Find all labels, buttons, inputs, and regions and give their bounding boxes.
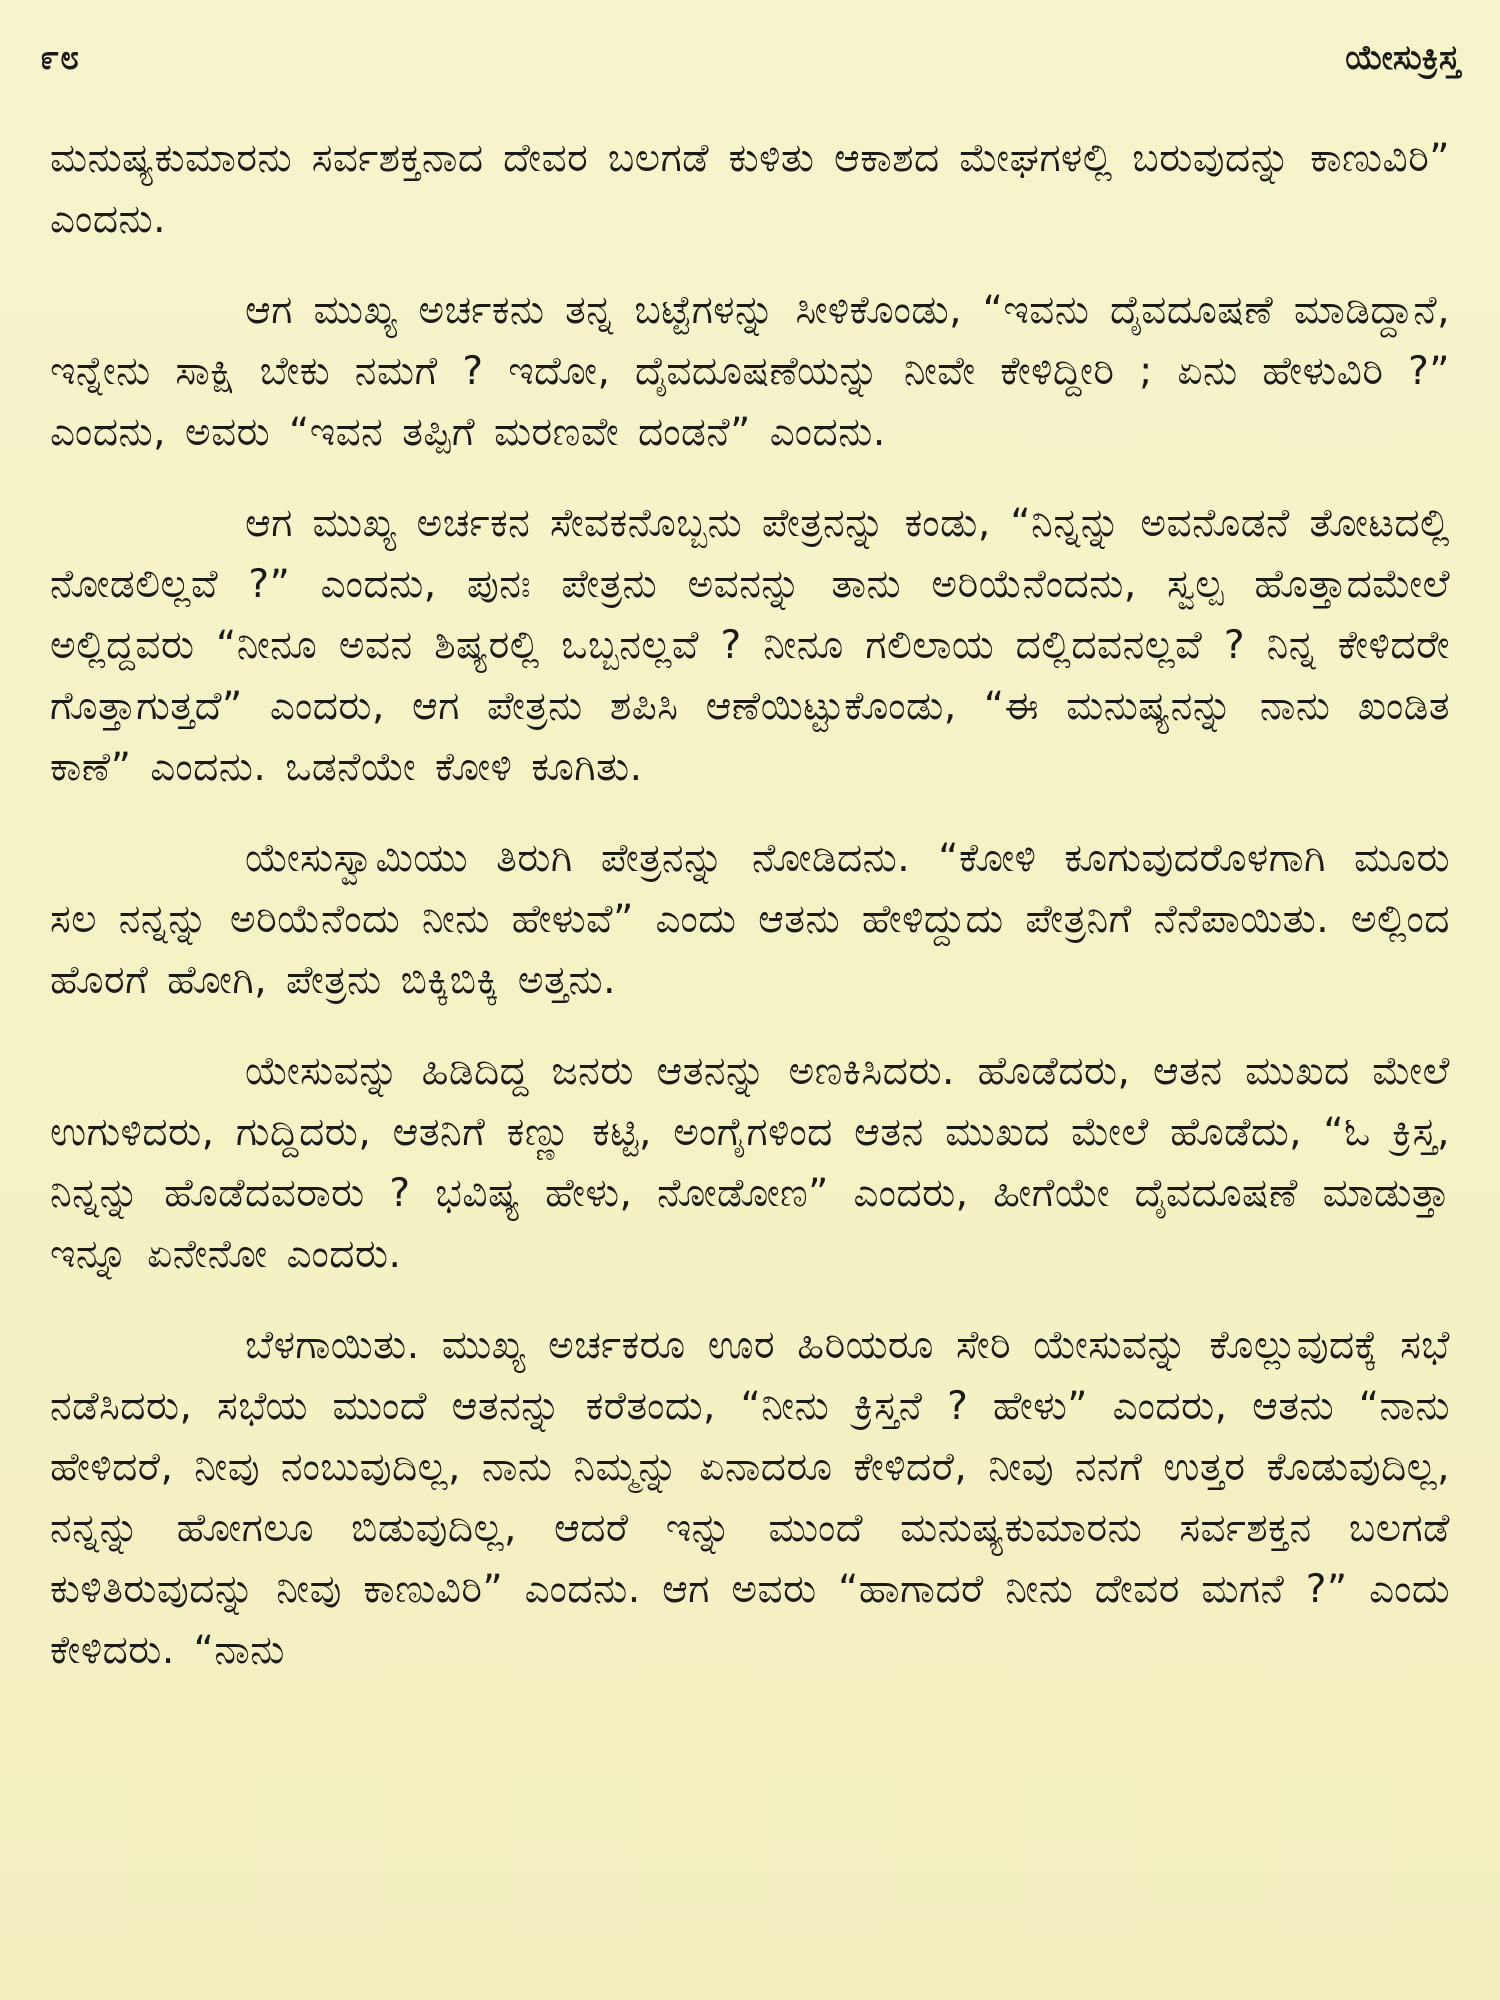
paragraph-2: ಆಗ ಮುಖ್ಯ ಅರ್ಚಕನು ತನ್ನ ಬಟ್ಟೆಗಳನ್ನು ಸೀಳಿಕೊಂಡು, “ಇವನು ದೈವದೂಷಣೆ ಮಾಡಿದ್ದಾನೆ, ಇನ್ನೇನು ಸಾಕ್ಷಿ ಬೇಕು ನಮಗೆ ? ಇದೋ, ದೈವದೂಷಣೆಯನ್ನು ನೀವೇ ಕೇಳಿದ್ದೀರಿ ; ಏನು ಹೇಳುವಿರಿ ?” ಎಂದನು, ಅವರು “ಇವನ ತಪ್ಪಿಗೆ ಮರಣವೇ ದಂಡನೆ” ಎಂದನು. (50, 288, 1450, 455)
paragraph-3: ಆಗ ಮುಖ್ಯ ಅರ್ಚಕನ ಸೇವಕನೊಬ್ಬನು ಪೇತ್ರನನ್ನು ಕಂಡು, “ನಿನ್ನನ್ನು ಅವನೊಡನೆ ತೋಟದಲ್ಲಿ ನೋಡಲಿಲ್ಲವೆ ?” ಎಂದನು, ಪುನಃ ಪೇತ್ರನು ಅವನನ್ನು ತಾನು ಅರಿಯೆನೆಂದನು, ಸ್ವಲ್ಪ ಹೊತ್ತಾದಮೇಲೆ ಅಲ್ಲಿದ್ದವರು “ನೀನೂ ಅವನ ಶಿಷ್ಯರಲ್ಲಿ ಒಬ್ಬನಲ್ಲವೆ ? ನೀನೂ ಗಲಿಲಾಯ ದಲ್ಲಿದವನಲ್ಲವೆ ? ನಿನ್ನ ಕೇಳಿದರೇ ಗೊತ್ತಾಗುತ್ತದೆ” ಎಂದರು, ಆಗ ಪೇತ್ರನು ಶಪಿಸಿ ಆಣೆಯಿಟ್ಟುಕೊಂಡು, “ಈ ಮನುಷ್ಯನನ್ನು ನಾನು ಖಂಡಿತ ಕಾಣೆ” ಎಂದನು. ಒಡನೆಯೇ ಕೋಳಿ ಕೂಗಿತು. (50, 501, 1450, 790)
paragraph-4: ಯೇಸುಸ್ವಾಮಿಯು ತಿರುಗಿ ಪೇತ್ರನನ್ನು ನೋಡಿದನು. “ಕೋಳಿ ಕೂಗುವುದರೊಳಗಾಗಿ ಮೂರು ಸಲ ನನ್ನನ್ನು ಅರಿಯೆನೆಂದು ನೀನು ಹೇಳುವೆ” ಎಂದು ಆತನು ಹೇಳಿದ್ದುದು ಪೇತ್ರನಿಗೆ ನೆನೆಪಾಯಿತು. ಅಲ್ಲಿಂದ ಹೊರಗೆ ಹೋಗಿ, ಪೇತ್ರನು ಬಿಕ್ಕಿಬಿಕ್ಕಿ ಅತ್ತನು. (50, 836, 1450, 1003)
page-body-text (50, 128, 1450, 1711)
page-header (40, 30, 1460, 90)
paragraph-1: ಮನುಷ್ಯಕುಮಾರನು ಸರ್ವಶಕ್ತನಾದ ದೇವರ ಬಲಗಡೆ ಕುಳಿತು ಆಕಾಶದ ಮೇಘಗಳಲ್ಲಿ ಬರುವುದನ್ನು ಕಾಣುವಿರಿ” ಎಂದನು. (50, 136, 1450, 242)
paragraph-5: ಯೇಸುವನ್ನು ಹಿಡಿದಿದ್ದ ಜನರು ಆತನನ್ನು ಅಣಕಿಸಿದರು. ಹೊಡೆದರು, ಆತನ ಮುಖದ ಮೇಲೆ ಉಗುಳಿದರು, ಗುದ್ದಿದರು, ಆತನಿಗೆ ಕಣ್ಣು ಕಟ್ಟಿ, ಅಂಗೈಗಳಿಂದ ಆತನ ಮುಖದ ಮೇಲೆ ಹೊಡೆದು, “ಓ ಕ್ರಿಸ್ತ, ನಿನ್ನನ್ನು ಹೊಡೆದವರಾರು ? ಭವಿಷ್ಯ ಹೇಳು, ನೋಡೋಣ” ಎಂದರು, ಹೀಗೆಯೇ ದೈವದೂಷಣೆ ಮಾಡುತ್ತಾ ಇನ್ನೂ ಏನೇನೋ ಎಂದರು. (50, 1049, 1450, 1277)
page-number: ೯೮ (40, 38, 81, 78)
paragraph-6: ಬೆಳಗಾಯಿತು. ಮುಖ್ಯ ಅರ್ಚಕರೂ ಊರ ಹಿರಿಯರೂ ಸೇರಿ ಯೇಸುವನ್ನು ಕೊಲ್ಲುವುದಕ್ಕೆ ಸಭೆ ನಡೆಸಿದರು, ಸಭೆಯ ಮುಂದೆ ಆತನನ್ನು ಕರೆತಂದು, “ನೀನು ಕ್ರಿಸ್ತನೆ ? ಹೇಳು” ಎಂದರು, ಆತನು “ನಾನು ಹೇಳಿದರೆ, ನೀವು ನಂಬುವುದಿಲ್ಲ, ನಾನು ನಿಮ್ಮನ್ನು ಏನಾದರೂ ಕೇಳಿದರೆ, ನೀವು ನನಗೆ ಉತ್ತರ ಕೊಡುವುದಿಲ್ಲ, ನನ್ನನ್ನು ಹೋಗಲೂ ಬಿಡುವುದಿಲ್ಲ, ಆದರೆ ಇನ್ನು ಮುಂದೆ ಮನುಷ್ಯಕುಮಾರನು ಸರ್ವಶಕ್ತನ ಬಲಗಡೆ ಕುಳಿತಿರುವುದನ್ನು ನೀವು ಕಾಣುವಿರಿ” ಎಂದನು. ಆಗ ಅವರು “ಹಾಗಾದರೆ ನೀನು ದೇವರ ಮಗನೆ ?” ಎಂದು ಕೇಳಿದರು. “ನಾನು (50, 1323, 1450, 1673)
running-title: ಯೇಸುಕ್ರಿಸ್ತ (1345, 38, 1460, 78)
